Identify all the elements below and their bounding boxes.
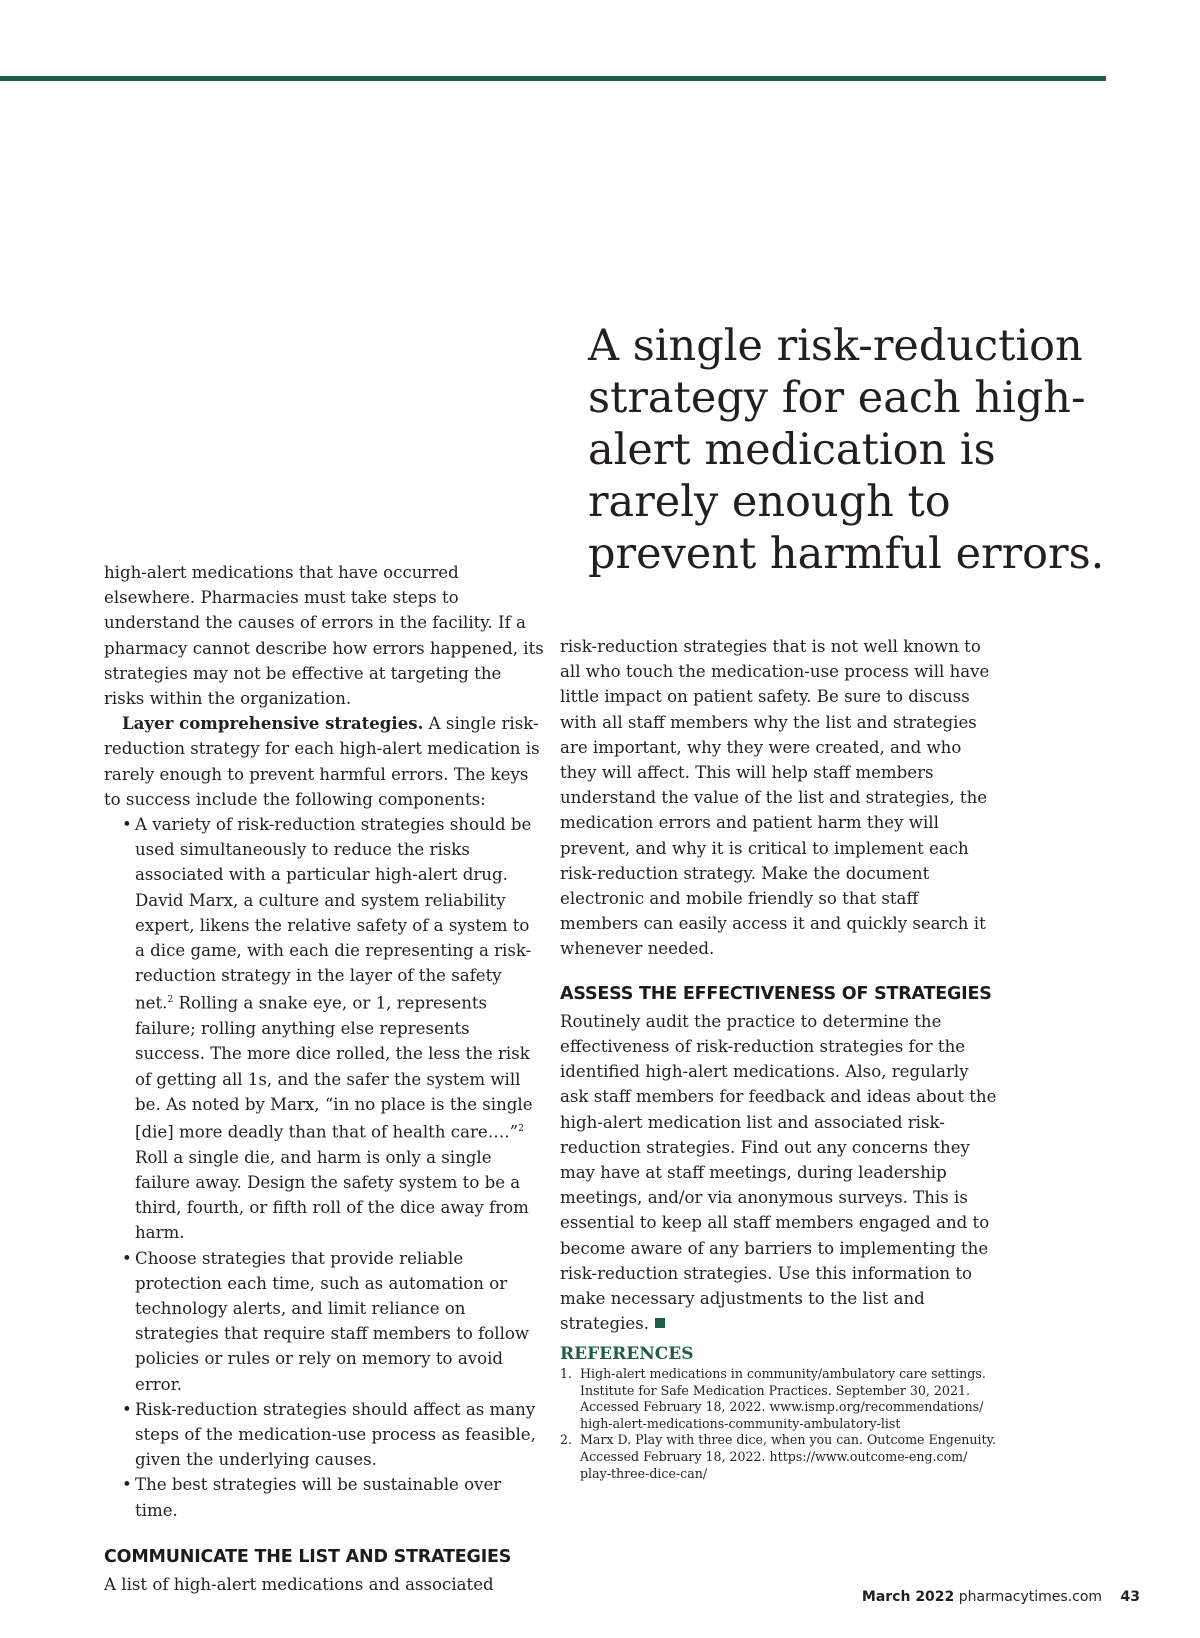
right-paragraph-2-text: Routinely audit the practice to determine the effectiveness of risk-reduction strategies for the identified high-alert medications. Also, regularly ask staff members for feedback and ideas about the high-alert medication list and associated risk-reduction strategies. Find out any concerns they may have at staff meetings, during leadership meetings, and/or via anonymous surveys. This is essential to keep all staff members engaged and to become aware of any barriers to implementing the risk-reduction strategies. Use this information to make necessary adjustments to the list and strategies. — [560, 1011, 997, 1334]
references-list — [560, 1366, 1000, 1482]
reference-line: Accessed February 18, 2022. www.ismp.org/recommendations/ — [580, 1399, 984, 1415]
right-column — [560, 634, 1000, 1336]
list-item: • The best strategies will be sustainable over time. — [122, 1472, 544, 1522]
right-paragraph-2 — [560, 1009, 1000, 1337]
strategy-list — [104, 812, 544, 1523]
list-item: • Risk-reduction strategies should affect as many steps of the medication-use process as feasible, given the underlying causes. — [122, 1397, 544, 1473]
list-item: • Choose strategies that provide reliable protection each time, such as automation or technology alerts, and limit reliance on strategies that require staff members to follow policies or rules or rely on memory to avoid error. — [122, 1246, 544, 1397]
reference-line: Institute for Safe Medication Practices. September 30, 2021. — [580, 1382, 970, 1398]
left-paragraph-2 — [104, 711, 544, 812]
references — [560, 1344, 1000, 1482]
reference-line: Marx D. Play with three dice, when you can. Outcome Engenuity. — [580, 1432, 997, 1448]
page-footer — [862, 1589, 1140, 1605]
reference-number: 2. — [560, 1432, 573, 1448]
reference-item — [560, 1366, 1000, 1432]
bullet-text: Rolling a snake eye, or 1, represents failure; rolling anything else represents success. The more dice rolled, the less the risk of getting all 1s, and the safer the system will be. As noted by Marx, “in no place is the single [die] more deadly than that of health care….” — [135, 993, 533, 1142]
reference-line: High-alert medications in community/ambulatory care settings. — [580, 1366, 986, 1381]
reference-line: high-alert-medications-community-ambulatory-list — [580, 1415, 901, 1431]
bullet-text: Roll a single die, and harm is only a single failure away. Design the safety system to be a third, fourth, or fifth roll of the dice away from harm. — [135, 1147, 529, 1243]
site-name: pharmacytimes.com — [958, 1589, 1103, 1605]
section-heading-communicate: COMMUNICATE THE LIST AND STRATEGIES — [104, 1546, 512, 1567]
reference-item — [560, 1432, 1000, 1482]
reference-line: Accessed February 18, 2022. https://www.outcome-eng.com/ — [580, 1448, 968, 1464]
left-paragraph-1: high-alert medications that have occurred elsewhere. Pharmacies must take steps to understand the causes of errors in the facility. If a pharmacy cannot describe how errors happened, its strategies may not be effective at targeting the risks within the organization. — [104, 563, 544, 709]
pull-quote: A single risk-reduction strategy for each high-alert medication is rarely enough to prevent harmful errors. — [588, 321, 1105, 579]
page-number: 43 — [1120, 1589, 1140, 1605]
right-paragraph-1: risk-reduction strategies that is not well known to all who touch the medication-use process will have little impact on patient safety. Be sure to discuss with all staff members why the list and strategies are important, why they were created, and who they will affect. This will help staff members understand the value of the list and strategies, the medication errors and patient harm they will prevent, and why it is critical to implement each risk-reduction strategy. Make the document electronic and mobile friendly so that staff members can easily access it and quickly search it whenever needed. — [560, 637, 990, 959]
top-rule — [0, 76, 1106, 81]
left-column — [104, 560, 544, 1597]
citation-superscript: 2 — [167, 995, 174, 1006]
left-paragraph-3: A list of high-alert medications and associated — [104, 1574, 494, 1594]
references-heading: REFERENCES — [560, 1344, 694, 1364]
citation-superscript: 2 — [518, 1124, 524, 1134]
issue-date: March 2022 — [861, 1589, 955, 1605]
lead-in: Layer comprehensive strategies. — [122, 713, 424, 734]
reference-line: play-three-dice-can/ — [580, 1465, 708, 1481]
left-paragraph-2-body: A single risk-reduction strategy for each high-alert medication is rarely enough to prevent harmful errors. The keys to success include the following components: — [104, 714, 540, 809]
section-heading-assess: ASSESS THE EFFECTIVENESS OF STRATEGIES — [560, 983, 992, 1004]
end-of-article-mark — [655, 1318, 665, 1328]
reference-number: 1. — [560, 1366, 573, 1381]
list-item — [122, 812, 544, 1246]
bullet-text: A variety of risk-reduction strategies should be used simultaneously to reduce the risks associated with a particular high-alert drug. David Marx, a culture and system reliability expert, likens the relative safety of a system to a dice game, with each die representing a risk-reduction strategy in the layer of the safety net. — [135, 815, 532, 1013]
